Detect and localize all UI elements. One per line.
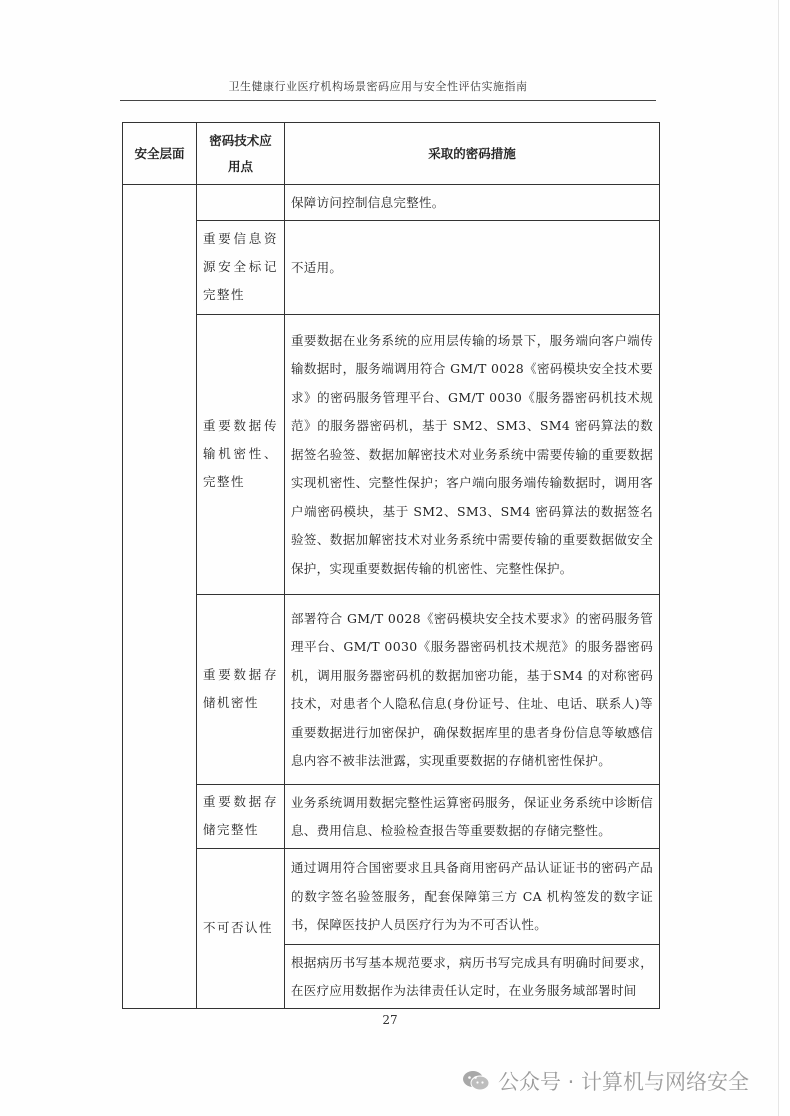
watermark xyxy=(462,1067,749,1095)
page-number: 27 xyxy=(382,1013,398,1027)
application-point-cell: 重要信息资源安全标记完整性 xyxy=(197,220,285,314)
application-point-cell: 重要数据存储机密性 xyxy=(197,594,285,784)
table-row xyxy=(123,185,660,221)
measure-cell: 通过调用符合国密要求且具备商用密码产品认证证书的密码产品的数字签名验签服务，配套保障第三方 CA 机构签发的数字证书，保障医技护人员医疗行为为不可否认性。 xyxy=(285,848,660,944)
table-row xyxy=(123,220,660,314)
crypto-measures-table xyxy=(122,122,660,1009)
security-layer-cell xyxy=(123,185,197,1009)
application-point-cell: 重要数据存储完整性 xyxy=(197,784,285,848)
measure-cell: 不适用。 xyxy=(285,220,660,314)
measure-cell: 保障访问控制信息完整性。 xyxy=(285,185,660,221)
measure-cell: 根据病历书写基本规范要求，病历书写完成具有明确时间要求，在医疗应用数据作为法律责任认定时，在业务服务域部署时间 xyxy=(285,944,660,1008)
application-point-cell: 不可否认性 xyxy=(197,848,285,1008)
table-header-row xyxy=(123,123,660,185)
table-row xyxy=(123,784,660,848)
application-point-cell xyxy=(197,185,285,221)
column-header-measure: 采取的密码措施 xyxy=(285,123,660,185)
application-point-cell: 重要数据传输机密性、完整性 xyxy=(197,314,285,594)
watermark-text: 公众号 · 计算机与网络安全 xyxy=(498,1070,750,1094)
page-header: 卫生健康行业医疗机构场景密码应用与安全性评估实施指南 xyxy=(228,80,528,93)
measure-cell: 部署符合 GM/T 0028《密码模块安全技术要求》的密码服务管理平台、GM/T 0030《服务器密码机技术规范》的服务器密码机，调用服务器密码机的数据加密功能，基于SM4 的对称密码技术，对患者个人隐私信息(身份证号、住址、电话、联系人)等重要数据进行加密保护，确保数据库里的患者身份信息等敏感信息内容不被非法泄露，实现重要数据的存储机密性保护。 xyxy=(285,594,660,784)
column-header-layer: 安全层面 xyxy=(123,123,197,185)
measure-cell: 重要数据在业务系统的应用层传输的场景下，服务端向客户端传输数据时，服务端调用符合 GM/T 0028《密码模块安全技术要求》的密码服务管理平台、GM/T 0030《服务器密码机技术规范》的服务器密码机，基于 SM2、SM3、SM4 密码算法的数据签名验签、数据加解密技术对业务系统中需要传输的重要数据实现机密性、完整性保护；客户端向服务端传输数据时，调用客户端密码模块，基于 SM2、SM3、SM4 密码算法的数据签名验签、数据加解密技术对业务系统中需要传输的重要数据做安全保护，实现重要数据传输的机密性、完整性保护。 xyxy=(285,314,660,594)
column-header-point: 密码技术应用点 xyxy=(197,123,285,185)
wechat-icon xyxy=(462,1069,490,1093)
header-rule xyxy=(120,100,656,101)
table-row xyxy=(123,314,660,594)
table-row xyxy=(123,594,660,784)
table-row xyxy=(123,848,660,944)
measure-cell: 业务系统调用数据完整性运算密码服务，保证业务系统中诊断信息、费用信息、检验检查报告等重要数据的存储完整性。 xyxy=(285,784,660,848)
